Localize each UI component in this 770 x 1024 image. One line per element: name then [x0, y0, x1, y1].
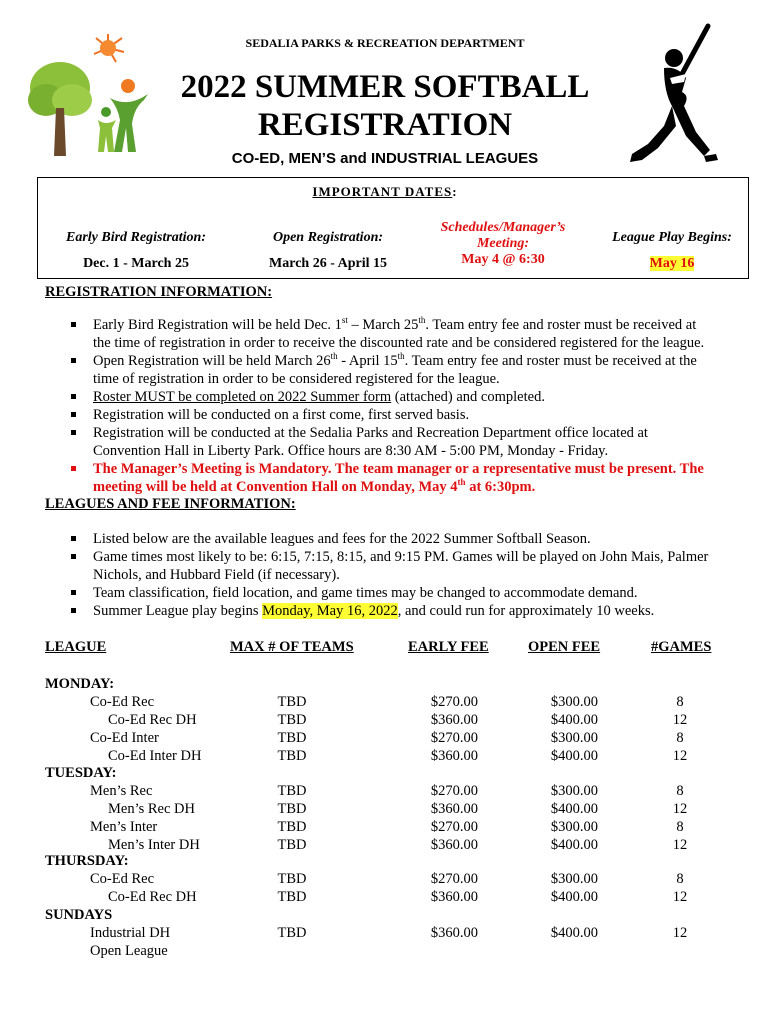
games-cell: 12 [672, 837, 688, 853]
list-item: Open Registration will be held March 26th - April 15th. Team entry fee and roster must be received at the time of registration in order to be considered registered for the league. [45, 352, 757, 388]
list-item-managers-meeting: The Manager’s Meeting is Mandatory. The team manager or a representative must be present. The meeting will be held at Convention Hall on Monday, May 4th at 6:30pm. [45, 460, 757, 496]
col-header-max-teams: MAX # OF TEAMS [230, 639, 354, 655]
games-cell: 8 [676, 871, 684, 887]
day-sundays: SUNDAYS [45, 907, 113, 923]
league-name: Co-Ed Rec [90, 694, 155, 710]
list-item: Registration will be conducted on a first come, first served basis. [45, 406, 757, 424]
max-cell: TBD [277, 783, 307, 799]
registration-info-list [45, 316, 757, 496]
max-cell: TBD [277, 730, 307, 746]
open-cell: $300.00 [550, 730, 598, 746]
games-cell: 12 [672, 889, 688, 905]
early-cell: $360.00 [430, 889, 478, 905]
league-name: Co-Ed Rec [90, 871, 155, 887]
list-item: Early Bird Registration will be held Dec. 1st – March 25th. Team entry fee and roster must be received at the time of registration in order to receive the discounted rate and be considered registered for the league. [45, 316, 757, 352]
games-cell: 8 [676, 819, 684, 835]
page-subtitle: CO-ED, MEN’S and INDUSTRIAL LEAGUES [231, 150, 539, 167]
league-name: Men’s Inter DH [108, 837, 200, 853]
leagues-fee-heading: LEAGUES AND FEE INFORMATION: [45, 496, 296, 512]
games-cell: 8 [676, 730, 684, 746]
early-cell: $360.00 [430, 712, 478, 728]
important-dates-heading: IMPORTANT DATES: [312, 184, 458, 199]
list-item: Registration will be conducted at the Sedalia Parks and Recreation Department office located at Convention Hall in Liberty Park. Office hours are 8:30 AM - 5:00 PM, Monday - Friday. [45, 424, 757, 460]
day-tuesday: TUESDAY: [45, 765, 117, 781]
league-name: Co-Ed Inter [90, 730, 159, 746]
list-item: Summer League play begins Monday, May 16, 2022, and could run for approximately 10 weeks. [45, 602, 757, 620]
max-cell: TBD [277, 694, 307, 710]
max-cell: TBD [277, 837, 307, 853]
title-line-2: REGISTRATION [257, 107, 513, 143]
early-cell: $270.00 [430, 871, 478, 887]
list-item: Roster MUST be completed on 2022 Summer form (attached) and completed. [45, 388, 757, 406]
open-registration-date: Open Registration: March 26 - April 15 [269, 230, 387, 271]
max-cell: TBD [277, 712, 307, 728]
games-cell: 8 [676, 694, 684, 710]
day-monday: MONDAY: [45, 676, 115, 692]
league-name: Co-Ed Inter DH [108, 748, 202, 764]
open-cell: $400.00 [550, 712, 598, 728]
games-cell: 8 [676, 783, 684, 799]
max-cell: TBD [277, 748, 307, 764]
registration-info-heading: REGISTRATION INFORMATION: [45, 284, 273, 300]
col-header-games: #GAMES [651, 639, 712, 655]
open-cell: $400.00 [550, 889, 598, 905]
department-name: SEDALIA PARKS & RECREATION DEPARTMENT [245, 36, 525, 50]
open-cell: $400.00 [550, 925, 598, 941]
games-cell: 12 [672, 801, 688, 817]
col-header-early-fee: EARLY FEE [408, 639, 489, 655]
max-cell: TBD [277, 819, 307, 835]
league-name: Men’s Rec [90, 783, 153, 799]
leagues-fee-list [45, 530, 757, 620]
day-thursday: THURSDAY: [45, 853, 129, 869]
games-cell: 12 [672, 712, 688, 728]
list-item: Listed below are the available leagues and fees for the 2022 Summer Softball Season. [45, 530, 757, 548]
col-header-league: LEAGUE [45, 639, 107, 655]
col-header-open-fee: OPEN FEE [528, 639, 601, 655]
managers-meeting-date: Schedules/Manager’s Meeting: May 4 @ 6:30 [440, 220, 566, 267]
early-cell: $270.00 [430, 730, 478, 746]
early-cell: $270.00 [430, 783, 478, 799]
list-item: Team classification, field location, and game times may be changed to accommodate demand. [45, 584, 757, 602]
open-cell: $400.00 [550, 837, 598, 853]
league-play-begins-date: League Play Begins: May 16 [612, 230, 732, 271]
early-bird-date: Early Bird Registration: Dec. 1 - March 25 [65, 230, 207, 271]
games-cell: 12 [672, 925, 688, 941]
open-cell: $300.00 [550, 783, 598, 799]
max-cell: TBD [277, 801, 307, 817]
early-cell: $360.00 [430, 837, 478, 853]
max-cell: TBD [277, 871, 307, 887]
max-cell: TBD [277, 889, 307, 905]
title-line-1: 2022 SUMMER SOFTBALL [180, 69, 590, 105]
open-cell: $300.00 [550, 694, 598, 710]
league-name: Co-Ed Rec DH [108, 712, 197, 728]
early-cell: $360.00 [430, 748, 478, 764]
max-cell: TBD [277, 925, 307, 941]
open-cell: $300.00 [550, 819, 598, 835]
league-name: Men’s Inter [90, 819, 158, 835]
list-item: Game times most likely to be: 6:15, 7:15, 8:15, and 9:15 PM. Games will be played on John Mais, Palmer Nichols, and Hubbard Field (if necessary). [45, 548, 757, 584]
early-cell: $360.00 [430, 925, 478, 941]
open-cell: $300.00 [550, 871, 598, 887]
early-cell: $270.00 [430, 819, 478, 835]
open-cell: $400.00 [550, 748, 598, 764]
league-name: Men’s Rec DH [108, 801, 195, 817]
league-name: Co-Ed Rec DH [108, 889, 197, 905]
open-league-label: Open League [90, 943, 168, 959]
early-cell: $270.00 [430, 694, 478, 710]
open-cell: $400.00 [550, 801, 598, 817]
games-cell: 12 [672, 748, 688, 764]
league-name: Industrial DH [90, 925, 171, 941]
early-cell: $360.00 [430, 801, 478, 817]
page-title [0, 68, 770, 144]
